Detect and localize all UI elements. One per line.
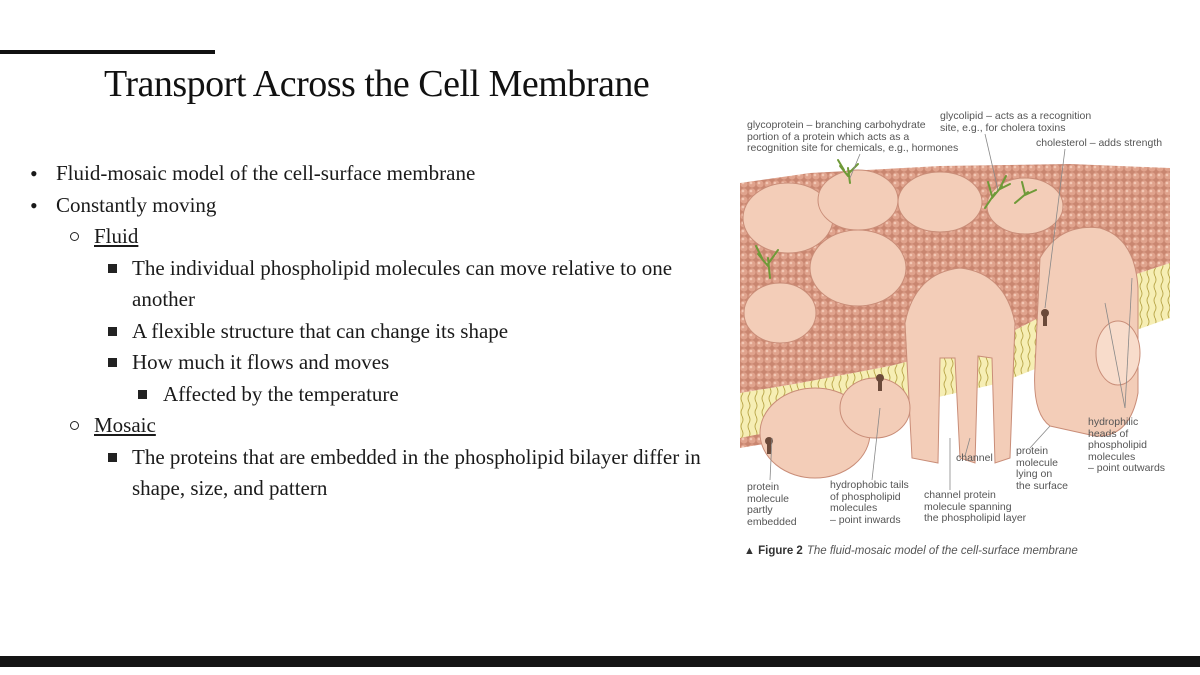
square-bullet-marker — [138, 390, 147, 399]
caption-text: The fluid-mosaic model of the cell-surface membrane — [806, 545, 1078, 557]
bullet-list — [30, 158, 730, 505]
bullet-item — [30, 158, 730, 190]
title-accent-rule — [0, 50, 215, 54]
figure-caption — [744, 545, 1078, 557]
bullet-text: A flexible structure that can change its shape — [132, 318, 509, 343]
bullet-heading-mosaic: Mosaic — [94, 413, 156, 437]
surface-protein — [987, 178, 1063, 234]
membrane-figure — [740, 108, 1180, 570]
bullet-text: How much it flows and moves — [132, 350, 390, 374]
bullet-item — [30, 221, 730, 253]
hydrophobic-tails-label: hydrophobic tails of phospholipid molecules – point inwards — [830, 479, 909, 526]
surface-protein — [1096, 321, 1140, 385]
channel-label: channel — [956, 452, 993, 464]
slide-title: Transport Across the Cell Membrane — [104, 63, 650, 105]
bullet-text: Fluid-mosaic model of the cell-surface membrane — [56, 161, 476, 185]
bullet-text: The proteins that are embedded in the phospholipid bilayer differ in shape, size, and pattern — [132, 444, 701, 500]
square-bullet-marker — [108, 358, 117, 367]
bullet-item — [30, 316, 730, 348]
protein-on-surface-label: protein molecule lying on the surface — [1016, 445, 1068, 492]
bullet-item — [30, 190, 730, 222]
hollow-bullet-marker — [70, 421, 79, 430]
surface-protein — [744, 283, 816, 343]
surface-protein — [810, 230, 906, 306]
hydrophilic-heads-label: hydrophilic heads of phospholipid molecules – point outwards — [1088, 416, 1166, 474]
protein-partly-embedded-label: protein molecule partly embedded — [747, 481, 797, 528]
square-bullet-marker — [108, 453, 117, 462]
bullet-item — [30, 442, 730, 505]
surface-protein — [818, 170, 898, 230]
bullet-text: The individual phospholipid molecules can move relative to one another — [132, 255, 673, 311]
bullet-heading-fluid: Fluid — [94, 224, 139, 248]
square-bullet-marker — [108, 327, 117, 336]
caption-triangle-icon: ▲ — [744, 545, 755, 557]
glycoprotein-label: glycoprotein – branching carbohydrate portion of a protein which acts as a recognition site for chemicals, e.g., hormones — [747, 119, 959, 154]
channel-protein — [905, 268, 1015, 463]
cholesterol-label: cholesterol – adds strength — [1036, 137, 1163, 149]
bullet-item — [30, 253, 730, 316]
glycolipid-label: glycolipid – acts as a recognition site, e.g., for cholera toxins — [940, 110, 1092, 134]
surface-protein — [898, 172, 982, 232]
square-bullet-marker — [108, 264, 117, 273]
bullet-text: Affected by the temperature — [163, 381, 399, 406]
bullet-item — [30, 347, 730, 379]
bullet-item — [30, 410, 730, 442]
caption-number: Figure 2 — [758, 545, 803, 557]
bullet-marker: • — [30, 161, 38, 186]
bullet-text: Constantly moving — [56, 192, 217, 217]
bullet-item — [30, 379, 730, 411]
hollow-bullet-marker — [70, 232, 79, 241]
bullet-marker: • — [30, 192, 38, 218]
surface-protein — [840, 378, 910, 438]
channel-protein-label: channel protein molecule spanning the phospholipid layer — [924, 489, 1027, 524]
footer-bar — [0, 656, 1200, 667]
